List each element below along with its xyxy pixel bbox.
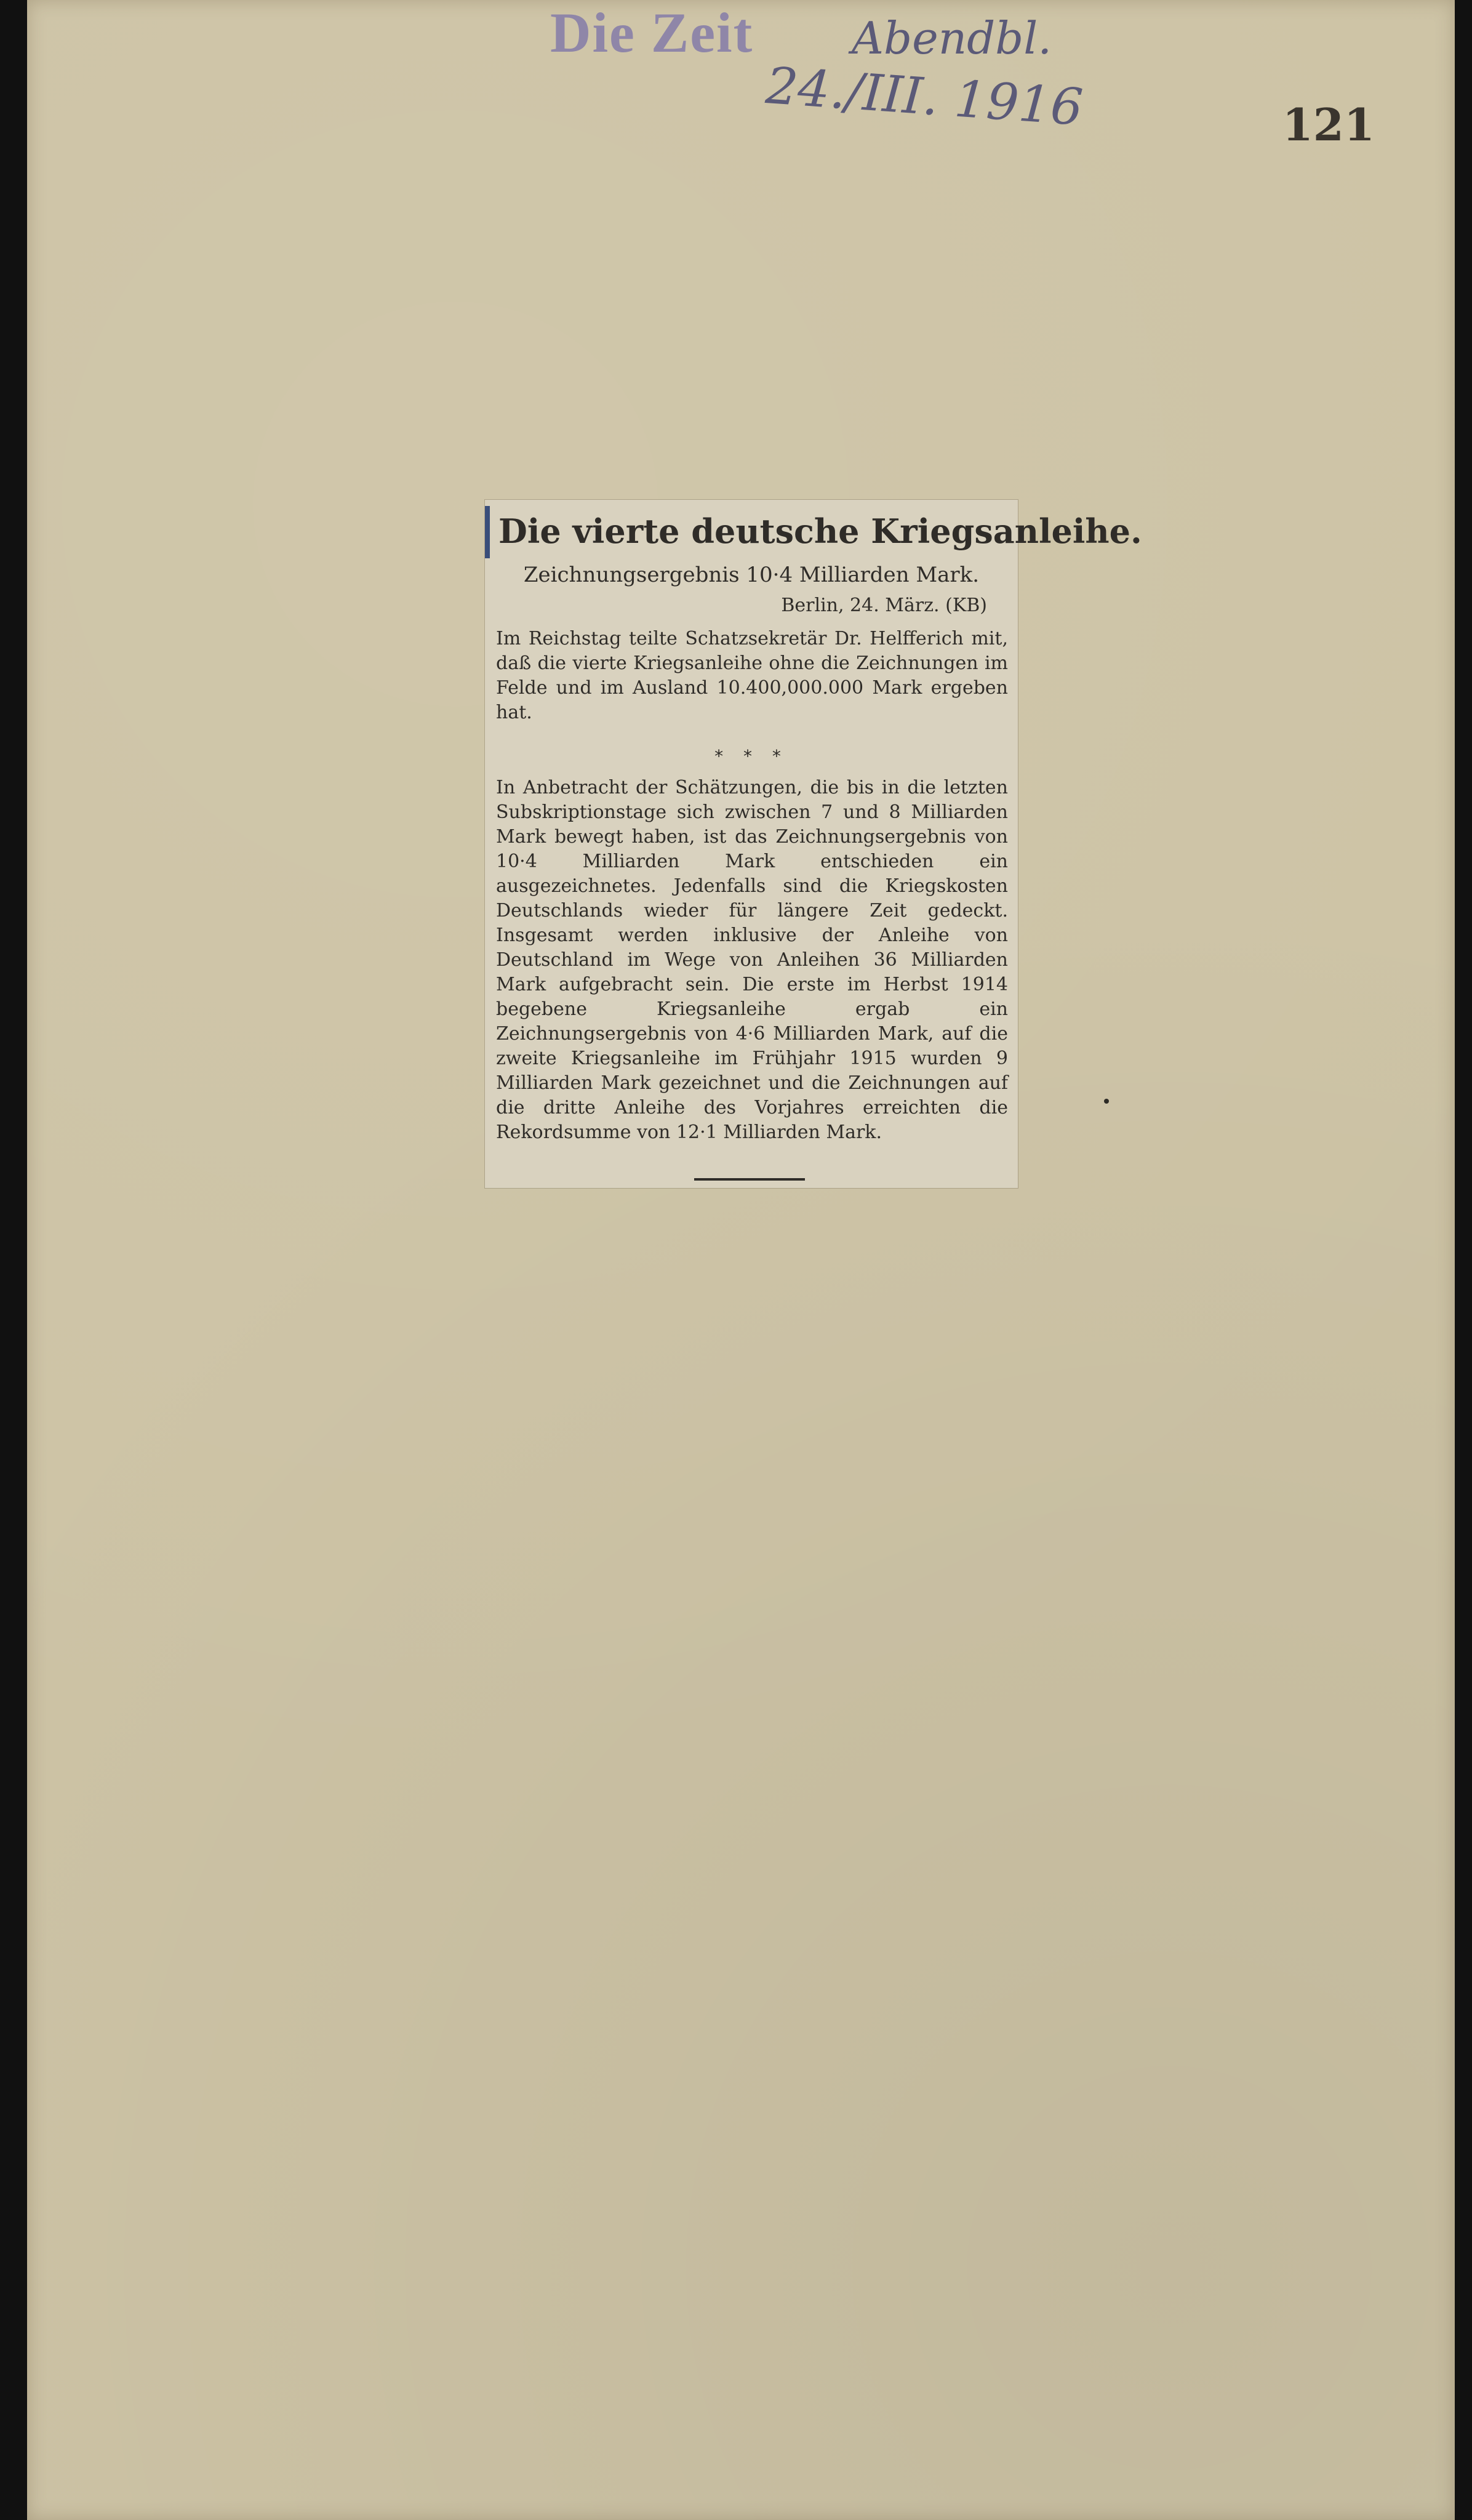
page-number: 121 <box>1282 98 1375 151</box>
section-separator: * * * <box>714 746 788 766</box>
archive-sheet <box>27 0 1455 2520</box>
closing-rule <box>694 1178 805 1181</box>
article-paragraph-1: Im Reichstag teilte Schatzsekretär Dr. Helfferich mit, daß die vierte Kriegsanleihe ohne die Zeichnungen im Felde und im Ausland 10.400,000.000 Mark ergeben hat. <box>496 628 1008 723</box>
handwritten-edition-note: Abendbl. <box>852 12 1052 64</box>
newspaper-stamp: Die Zeit <box>550 1 754 64</box>
handwritten-date: 24./III. 1916 <box>764 57 1085 137</box>
article-paragraph-2: In Anbetracht der Schätzungen, die bis in die letzten Subskriptionstage sich zwischen 7 und 8 Milliarden Mark bewegt haben, ist das Zeichnungsergebnis von 10·4 Milliarden Mark entschieden ein ausgezeichnetes. Jedenfalls sind die Kriegskosten Deutschlands wieder für längere Zeit gedeckt. Insgesamt werden inklusive der Anleihe von Deutschland im Wege von Anleihen 36 Milliarden Mark aufgebracht sein. Die erste im Herbst 1914 begebene Kriegsanleihe ergab ein Zeichnungsergebnis von 4·6 Milliarden Mark, auf die zweite Kriegsanleihe im Frühjahr 1915 wurden 9 Milliarden Mark gezeichnet und die Zeichnungen auf die dritte Anleihe des Vorjahres erreichten die Rekordsumme von 12·1 Milliarden Mark. <box>496 777 1008 1143</box>
headline-marker-bar <box>485 506 490 558</box>
article-subheadline: Zeichnungsergebnis 10·4 Milliarden Mark. <box>523 563 980 587</box>
paper-spot <box>1104 1099 1109 1104</box>
newspaper-clipping <box>485 500 1142 1188</box>
article-headline: Die vierte deutsche Kriegsanleihe. <box>498 512 1142 551</box>
article-dateline: Berlin, 24. März. (KB) <box>781 595 987 616</box>
